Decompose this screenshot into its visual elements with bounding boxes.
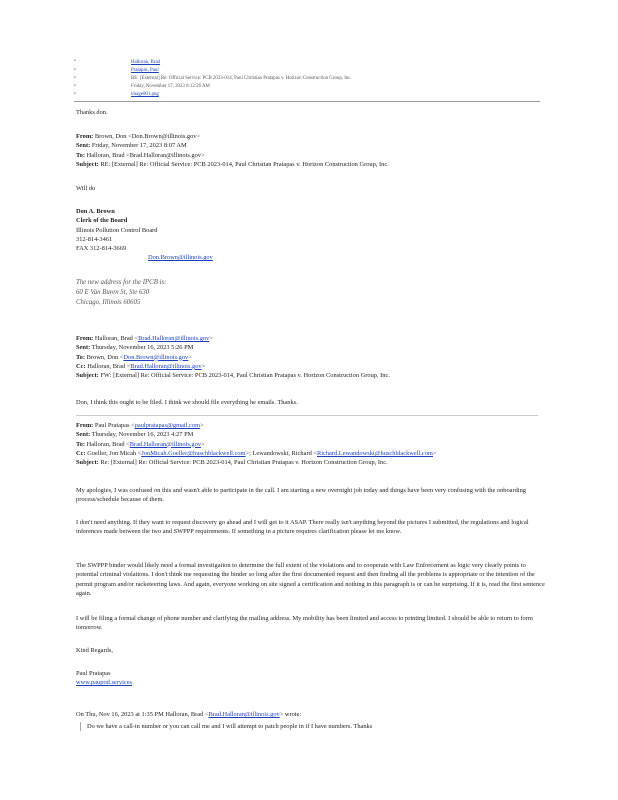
sent-value: Thursday, November 16, 2023 5:26 PM bbox=[91, 344, 194, 352]
message-2-body bbox=[76, 398, 546, 407]
message-3-closing bbox=[76, 646, 546, 655]
bullet-icon: • bbox=[74, 75, 76, 81]
cc-name-2: >; Lewandowski, Richard < bbox=[245, 449, 317, 457]
sent-label: Sent: bbox=[76, 344, 91, 352]
header-subject: RE: [External] Re: Official Service: PCB 2023-014, Paul Christian Pratapas v. Horizon Construction Group, Inc. bbox=[131, 75, 352, 81]
sent-label: Sent: bbox=[76, 431, 91, 439]
header-subject-row bbox=[74, 74, 544, 82]
address-note: The new address for the IPCB is: bbox=[76, 279, 167, 286]
signature-name: Don A. Brown bbox=[76, 208, 115, 215]
bullet-icon: • bbox=[74, 92, 76, 98]
to-name: Halloran, Brad < bbox=[86, 440, 130, 448]
header-from[interactable]: Halloran, Brad bbox=[131, 59, 161, 65]
address-city: Chicago, Illinois 60605 bbox=[76, 298, 141, 306]
signature-email-link[interactable]: Don.Brown@illinois.gov bbox=[148, 254, 213, 262]
from-label: From: bbox=[76, 422, 94, 429]
to-label: To: bbox=[76, 151, 85, 159]
to-label: To: bbox=[76, 353, 85, 361]
header-to-row bbox=[74, 66, 544, 74]
from-value: Brown, Don <Don.Brown@illinois.gov> bbox=[94, 133, 201, 140]
message-3-para-1 bbox=[76, 486, 546, 505]
cc-label: Cc: bbox=[76, 362, 86, 370]
signature-fax: FAX 312-814-3669 bbox=[76, 245, 127, 253]
header-divider bbox=[74, 101, 540, 102]
address-block bbox=[76, 278, 546, 308]
header-from-row bbox=[74, 58, 544, 66]
header-date: Friday, November 17, 2023 8:12:26 AM bbox=[131, 84, 210, 90]
from-email-link[interactable]: paulpratapas@gmail.com bbox=[134, 422, 201, 429]
sent-value: Thursday, November 16, 2023 4:27 PM bbox=[91, 431, 194, 439]
cc-name-1: Goeller, Jon Micah < bbox=[87, 449, 142, 457]
quote-intro-suffix: > wrote: bbox=[279, 711, 302, 718]
cc-label: Cc: bbox=[76, 449, 86, 457]
from-name: Paul Pratapas < bbox=[94, 422, 135, 429]
paragraph-text: I don't need anything. If they want to request discovery go ahead and I will get to it ASAP. There really isn't anything beyond the pictures I submitted, the regulations and logical inferences made between the two and SWPPP requirements. If something in a picture requires clarification please let me know. bbox=[76, 519, 529, 536]
message-3-para-4 bbox=[76, 614, 546, 633]
header-to[interactable]: Pratapas, Paul bbox=[131, 67, 159, 73]
to-value: Halloran, Brad <Brad.Halloran@illinois.gov> bbox=[86, 151, 205, 159]
bullet-icon: • bbox=[74, 67, 76, 73]
cc-name: Halloran, Brad < bbox=[87, 362, 131, 370]
message-2-text: Don, I think this ought to be filed. I think we should file everything he emails. Thanks. bbox=[76, 399, 298, 406]
to-email-link[interactable]: Brad.Halloran@illinois.gov bbox=[129, 440, 201, 448]
closing-text: Kind Regards, bbox=[76, 647, 113, 654]
address-street: 60 E Van Buren St, Ste 630 bbox=[76, 288, 150, 296]
from-email-link[interactable]: Brad.Halloran@illinois.gov bbox=[138, 335, 210, 342]
sent-value: Friday, November 17, 2023 8:07 AM bbox=[91, 142, 187, 150]
quote-intro-prefix: On Thu, Nov 16, 2023 at 1:35 PM Halloran, Brad < bbox=[76, 711, 209, 718]
paragraph-text: I will be filing a formal change of phone number and clarifying the mailing address. My mobility has been limited and access to printing limited. I should be able to return to form tomorrow. bbox=[76, 615, 533, 632]
subject-value: Re: [External] Re: Official Service: PCB 2023-014, Paul Christian Pratapas v. Horizon Construction Group, Inc. bbox=[100, 459, 388, 467]
signature-phone: 312-814-3461 bbox=[76, 235, 113, 243]
header-date-row bbox=[74, 83, 544, 91]
subject-label: Subject: bbox=[76, 160, 99, 168]
message-3-headers: From: Paul Pratapas <paulpratapas@gmail.com> Sent: Thursday, November 16, 2023 4:27 PM To: Halloran, Brad <Brad.Halloran@illinois.gov> Cc: Goeller, Jon Micah <JonMicah.Goeller@huschblackwell.com>; Lewandowski, Richard <Richard.Lewandowski@huschblackwell.com> Subject: Re: [External] Re: Official Service: PCB 2023-014, Paul Christian Pratapas v. Horizon Construction Group, Inc. bbox=[76, 422, 437, 467]
message-1-text: Will do bbox=[76, 185, 96, 192]
subject-value: RE: [External] Re: Official Service: PCB 2023-014, Paul Christian Pratapas v. Horizon Construction Group, Inc. bbox=[100, 160, 389, 168]
cc-email-link[interactable]: Brad.Halloran@illinois.gov bbox=[130, 362, 202, 370]
message-divider bbox=[76, 415, 538, 416]
signature-block bbox=[76, 207, 546, 263]
bullet-icon: • bbox=[74, 84, 76, 90]
website-link[interactable]: www.paupod.services bbox=[76, 679, 133, 687]
header-attachment[interactable]: image001.png bbox=[131, 92, 159, 98]
header-attachment-row bbox=[74, 91, 544, 99]
subject-label: Subject: bbox=[76, 372, 99, 380]
cc-email-link-2[interactable]: Richard.Lewandowski@huschblackwell.com bbox=[316, 449, 433, 457]
message-3-para-2 bbox=[76, 518, 546, 537]
subject-label: Subject: bbox=[76, 459, 99, 467]
paragraph-text: My apologies, I was confused on this and wasn't able to participate in the call. I am starting a new overnight job today and things have been very confusing with the onboarding process/schedule because of them. bbox=[76, 487, 526, 504]
sender-name: Paul Pratapas bbox=[76, 670, 111, 677]
quote-email-link[interactable]: Brad.Halloran@illinois.gov bbox=[208, 711, 280, 718]
subject-value: FW: [External] Re: Official Service: PCB 2023-014, Paul Christian Pratapas v. Horizon Construction Group, Inc. bbox=[100, 372, 390, 380]
from-label: From: bbox=[76, 335, 94, 342]
quote-intro bbox=[76, 710, 546, 719]
cc-email-link-1[interactable]: JonMicah.Goeller@huschblackwell.com bbox=[141, 449, 246, 457]
paragraph-text: The SWPPP binder would likely need a formal investigation to determine the full extent of the violations and to cooperate with Law Enforcement as logic very clearly points to potential criminal violations. I don't think me requesting the binder so long after the first documented request and then finding all the problems is appropriate or the intention of the permit program and/or racketeering laws. And again, everyone working on site signed a certification and nothing in this paragraph is or can be surprising. If it is, read the first sentence again. bbox=[76, 562, 545, 597]
quoted-text: Do we have a call-in number or you can call me and I will attempt to patch people in if I have numbers. Thanks bbox=[87, 723, 373, 730]
message-3-para-3 bbox=[76, 561, 546, 598]
quoted-message bbox=[80, 722, 527, 731]
from-label: From: bbox=[76, 133, 94, 140]
reply-text: Thanks don. bbox=[76, 109, 108, 116]
to-label: To: bbox=[76, 440, 85, 448]
to-email-link[interactable]: Don.Brown@illinois.gov bbox=[123, 353, 189, 361]
email-header bbox=[74, 58, 544, 99]
message-2-headers: From: Halloran, Brad <Brad.Halloran@illinois.gov> Sent: Thursday, November 16, 2023 5:26 PM To: Brown, Don <Don.Brown@illinois.gov> Cc: Halloran, Brad <Brad.Halloran@illinois.gov> Subject: FW: [External] Re: Official Service: PCB 2023-014, Paul Christian Pratapas v. Horizon Construction Group, Inc. bbox=[76, 335, 390, 380]
message-1-body bbox=[76, 184, 546, 193]
sent-label: Sent: bbox=[76, 142, 91, 150]
message-3-signoff bbox=[76, 669, 546, 688]
signature-title: Clerk of the Board bbox=[76, 217, 128, 225]
signature-org: Illinois Pollution Control Board bbox=[76, 226, 158, 234]
message-1-headers bbox=[76, 132, 546, 169]
from-name: Halloran, Brad < bbox=[94, 335, 139, 342]
reply-body bbox=[76, 108, 546, 117]
bullet-icon: • bbox=[74, 59, 76, 65]
to-name: Brown, Don < bbox=[86, 353, 124, 361]
